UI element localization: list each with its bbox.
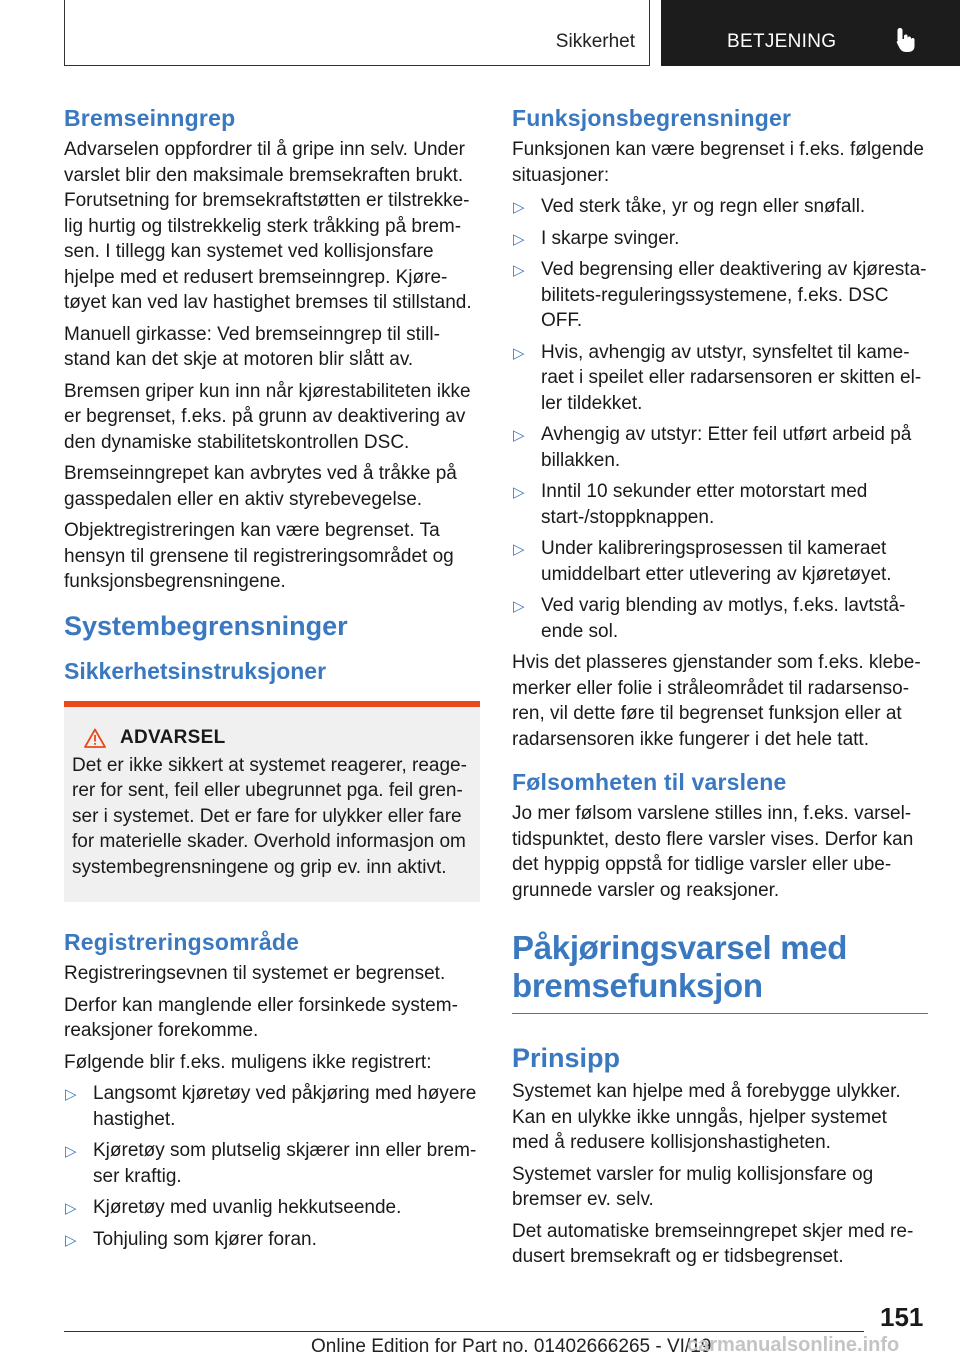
heading-sikkerhetsinstruksjoner: Sikkerhetsinstruksjoner — [64, 657, 327, 684]
hand-pointer-icon — [896, 26, 920, 54]
warning-text: Det er ikke sikkert at systemet reagerer, reagerer for sent, feil eller ubegrunnet pga. feil grenser i systemet. Det er fare for ulykker eller fare for materielle skader. Overhold informasjon om systembegrensningene og grip ev. inn aktivt. — [72, 754, 467, 878]
list-item: ▷ Ved sterk tåke, yr og regn eller snøfall. — [512, 194, 928, 220]
triangle-bullet-icon: ▷ — [513, 262, 525, 279]
list-item: ▷ Tohjuling som kjører foran. — [64, 1227, 480, 1253]
left-column — [64, 104, 480, 1258]
list-item: ▷ I skarpe svinger. — [512, 226, 928, 252]
paragraph: Funksjonen kan være begrenset i f.eks. følgende situasjoner: — [512, 139, 924, 186]
triangle-bullet-icon: ▷ — [513, 199, 525, 216]
right-column — [512, 104, 928, 1276]
paragraph: Bremsen griper kun inn når kjørestabiliteten ikke er begrenset, f.eks. på grunn av deaktivering av den dynamiske stabilitetskontrollen DSC. — [64, 380, 471, 453]
warning-header — [72, 727, 470, 749]
header-chapter-box — [661, 0, 960, 66]
triangle-bullet-icon: ▷ — [513, 484, 525, 501]
footer-edition: Online Edition for Part no. 01402666265 - VI/19 — [311, 1336, 712, 1357]
heading-prinsipp: Prinsipp — [512, 1043, 621, 1073]
paragraph: Advarselen oppfordrer til å gripe inn selv. Under varslet blir den maksimale bremsekraften brukt. Forutsetning for bremsekraftstøtten er tilstrekkelig hurtig og tilstrekkelig sterk tråkking på bremsen. I tillegg kan systemet ved kollisjonsfare hjelpe med et redusert bremseinngrep. Kjøretøyet kan ved lav hastighet bremses til stillstand. — [64, 139, 472, 313]
triangle-bullet-icon: ▷ — [65, 1231, 77, 1249]
paragraph: Det automatiske bremseinngrepet skjer med redusert bremsekraft og er tidsbegrenset. — [512, 1220, 914, 1267]
paragraph: Systemet kan hjelpe med å forebygge ulykker. Kan en ulykke ikke unngås, hjelper systemet med å redusere kollisjonshastigheten. — [512, 1081, 901, 1153]
list-item: ▷ Under kalibreringsprosessen til kameraet umiddelbart etter utlevering av kjøretøyet. — [513, 538, 892, 585]
heading-folsomheten: Følsomheten til varslene — [512, 769, 787, 795]
heading-funksjonsbegrensninger: Funksjonsbegrensninger — [512, 105, 792, 131]
paragraph: Registreringsevnen til systemet er begrenset. — [64, 963, 446, 984]
list-item: ▷ Inntil 10 sekunder etter motorstart med start-/stoppknappen. — [513, 481, 868, 528]
list-item: ▷ Kjøretøy med uvanlig hekkutseende. — [64, 1195, 480, 1221]
triangle-bullet-icon: ▷ — [513, 427, 525, 444]
chapter-heading-line1: Påkjøringsvarsel med — [512, 929, 848, 966]
list-item: ▷ Ved varig blending av motlys, f.eks. lavtstående sol. — [513, 595, 906, 642]
list-item: ▷ Avhengig av utstyr: Etter feil utført arbeid på billakken. — [513, 424, 912, 471]
warning-title: ADVARSEL — [120, 726, 226, 748]
list-item: ▷ Hvis, avhengig av utstyr, synsfeltet til kameraet i speilet eller radarsensoren er skitten eller tildekket. — [513, 341, 922, 414]
heading-systembegrensninger: Systembegrensninger — [64, 610, 348, 641]
paragraph: Jo mer følsom varslene stilles inn, f.eks. varseltidspunktet, desto flere varsler vises. Derfor kan det hyppig oppstå for tidlige varsler eller ubegrunnede varsler og reaksjoner. — [512, 803, 914, 901]
triangle-bullet-icon: ▷ — [65, 1200, 77, 1217]
header-section-box — [64, 0, 650, 66]
warning-box — [64, 701, 480, 903]
warning-triangle-icon — [84, 728, 106, 748]
list-item: ▷ Ved begrensing eller deaktivering av kjørestabilitets-reguleringssystemene, f.eks. DSC OFF. — [513, 259, 927, 331]
watermark: carmanualsonline.info — [687, 1334, 900, 1356]
chapter-heading-line2: bremsefunksjon — [512, 967, 763, 1004]
page-number: 151 — [880, 1302, 924, 1332]
paragraph: Objektregistreringen kan være begrenset. Ta hensyn til grensene til registreringsområdet og funksjonsbegrensningene. — [64, 520, 454, 592]
heading-registreringsomrade: Registreringsområde — [64, 929, 300, 955]
paragraph: Systemet varsler for mulig kollisjonsfare og bremser ev. selv. — [512, 1163, 874, 1210]
paragraph: Derfor kan manglende eller forsinkede systemreaksjoner forekomme. — [64, 994, 458, 1041]
triangle-bullet-icon: ▷ — [513, 598, 525, 615]
paragraph: Bremseinngrepet kan avbrytes ved å tråkke på gasspedalen eller en aktiv styrebevegelse. — [64, 463, 457, 510]
page-header — [64, 0, 960, 66]
header-chapter-title: BETJENING — [727, 31, 837, 52]
paragraph: Hvis det plasseres gjenstander som f.eks. klebemerker eller folie i stråleområdet til radarsensoren, vil dette føre til begrenset funksjon eller at radarsensoren ikke fungerer i det hele tatt. — [512, 652, 921, 750]
bullet-list-registrering — [64, 1081, 480, 1252]
list-item: ▷ Langsomt kjøretøy ved påkjøring med høyere hastighet. — [65, 1083, 477, 1130]
footer-divider — [64, 1331, 864, 1332]
list-item: ▷ Kjøretøy som plutselig skjærer inn eller bremser kraftig. — [65, 1140, 477, 1187]
header-section-title: Sikkerhet — [555, 31, 635, 52]
heading-bremseinngrep: Bremseinngrep — [64, 105, 236, 131]
triangle-bullet-icon: ▷ — [513, 230, 525, 248]
triangle-bullet-icon: ▷ — [65, 1086, 77, 1103]
chapter-heading-block — [512, 929, 928, 1014]
paragraph: Følgende blir f.eks. muligens ikke registrert: — [64, 1051, 432, 1073]
triangle-bullet-icon: ▷ — [513, 541, 525, 558]
triangle-bullet-icon: ▷ — [65, 1143, 77, 1160]
paragraph: Manuell girkasse: Ved bremseinngrep til stillstand kan det skje at motoren blir slått av. — [64, 323, 440, 370]
triangle-bullet-icon: ▷ — [513, 344, 525, 362]
bullet-list-funksjon — [512, 194, 928, 644]
